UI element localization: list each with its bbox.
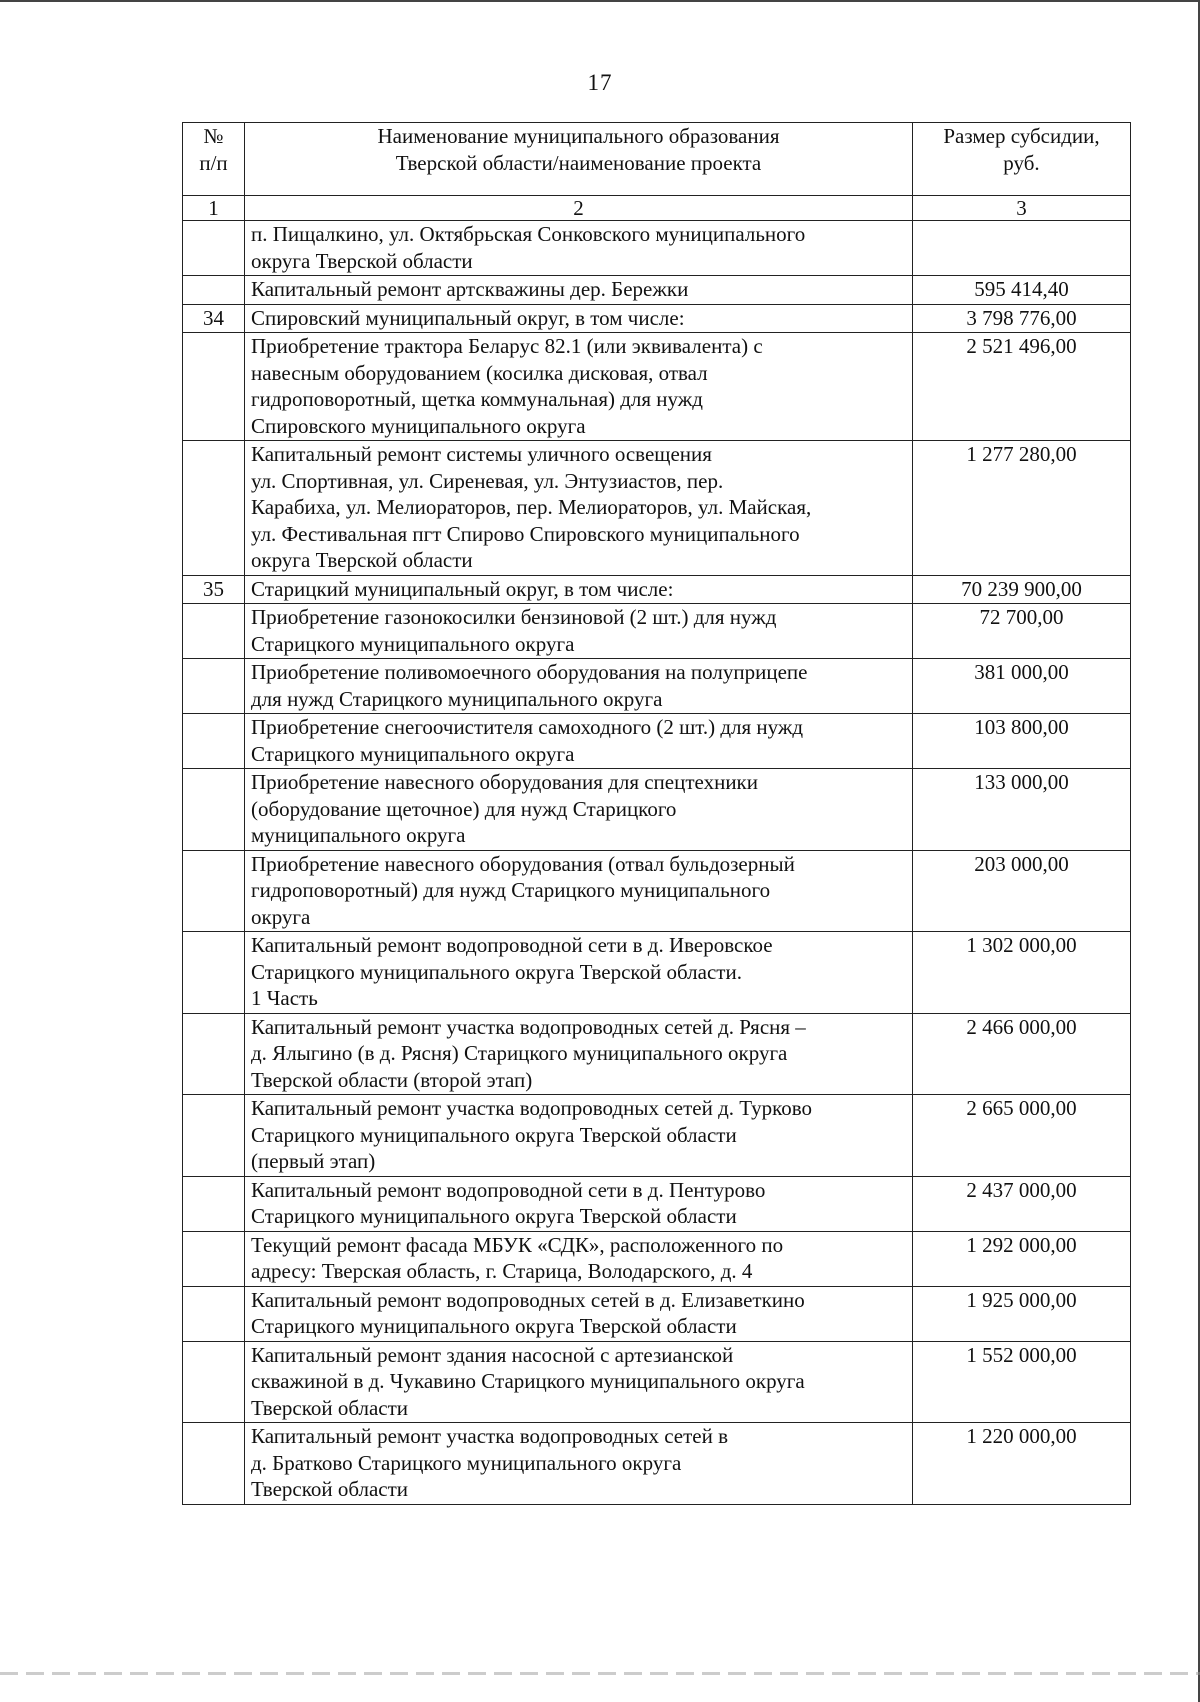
table-row [183,221,1131,276]
row-number [183,276,245,305]
header-number [183,123,245,196]
table-row [183,1013,1131,1095]
row-name: Капитальный ремонт участка водопроводных сетей д. Рясня – д. Ялыгино (в д. Рясня) Старицкого муниципального округа Тверской области (второй этап) [245,1013,913,1095]
row-amount: 1 220 000,00 [913,1423,1131,1505]
table-row [183,714,1131,769]
row-amount: 2 521 496,00 [913,333,1131,441]
page-number: 17 [587,70,613,95]
row-amount: 2 665 000,00 [913,1095,1131,1177]
row-number: 35 [183,575,245,604]
row-name: Старицкий муниципальный округ, в том числе: [245,575,913,604]
row-amount: 72 700,00 [913,604,1131,659]
table-header-row [183,123,1131,196]
table-row [183,659,1131,714]
row-amount: 203 000,00 [913,850,1131,932]
header-name [245,123,913,196]
table-row [183,1231,1131,1286]
row-name: Приобретение навесного оборудования для спецтехники (оборудование щеточное) для нужд Старицкого муниципального округа [245,769,913,851]
row-number [183,714,245,769]
row-name: Капитальный ремонт водопроводной сети в д. Пентурово Старицкого муниципального округа Тверской области [245,1176,913,1231]
row-name: Приобретение трактора Беларус 82.1 (или эквивалента) с навесным оборудованием (косилка дисковая, отвал гидроповоротный, щетка коммунальная) для нужд Спировского муниципального округа [245,333,913,441]
table-row [183,575,1131,604]
row-name: Приобретение снегоочистителя самоходного (2 шт.) для нужд Старицкого муниципального округа [245,714,913,769]
table-row [183,304,1131,333]
row-amount: 1 552 000,00 [913,1341,1131,1423]
row-name: Капитальный ремонт здания насосной с артезианской скважиной в д. Чукавино Старицкого муниципального округа Тверской области [245,1341,913,1423]
row-amount: 3 798 776,00 [913,304,1131,333]
row-amount: 70 239 900,00 [913,575,1131,604]
header-amount [913,123,1131,196]
column-number-3: 3 [913,196,1131,221]
row-name: Текущий ремонт фасада МБУК «СДК», расположенного по адресу: Тверская область, г. Старица, Володарского, д. 4 [245,1231,913,1286]
row-name: Капитальный ремонт участка водопроводных сетей д. Турково Старицкого муниципального округа Тверской области (первый этап) [245,1095,913,1177]
row-amount: 1 302 000,00 [913,932,1131,1014]
row-name: Приобретение поливомоечного оборудования на полуприцепе для нужд Старицкого муниципального округа [245,659,913,714]
row-number [183,441,245,576]
column-number-row [183,196,1131,221]
row-amount [913,221,1131,276]
column-number-2: 2 [245,196,913,221]
header-name-text: Наименование муниципального образования Тверской области/наименование проекта [377,124,780,175]
row-number [183,850,245,932]
row-name: Капитальный ремонт системы уличного освещения ул. Спортивная, ул. Сиреневая, ул. Энтузиастов, пер. Карабиха, ул. Мелиораторов, пер. Мелиораторов, ул. Майская, ул. Фестивальная пгт Спирово Спировского муниципального округа Тверской области [245,441,913,576]
header-number-text: № п/п [199,124,228,175]
row-amount: 381 000,00 [913,659,1131,714]
row-name: Капитальный ремонт водопроводных сетей в д. Елизаветкино Старицкого муниципального округа Тверской области [245,1286,913,1341]
table-row [183,850,1131,932]
row-number [183,333,245,441]
row-amount: 1 925 000,00 [913,1286,1131,1341]
row-number [183,221,245,276]
row-number [183,1095,245,1177]
row-name: Капитальный ремонт участка водопроводных сетей в д. Братково Старицкого муниципального округа Тверской области [245,1423,913,1505]
row-name: Приобретение навесного оборудования (отвал бульдозерный гидроповоротный) для нужд Старицкого муниципального округа [245,850,913,932]
row-number [183,1176,245,1231]
row-number: 34 [183,304,245,333]
row-amount: 103 800,00 [913,714,1131,769]
row-number [183,1341,245,1423]
table-row [183,932,1131,1014]
row-amount: 595 414,40 [913,276,1131,305]
table-row [183,1095,1131,1177]
row-name: Приобретение газонокосилки бензиновой (2 шт.) для нужд Старицкого муниципального округа [245,604,913,659]
subsidy-table [182,122,1131,1505]
row-name: Спировский муниципальный округ, в том числе: [245,304,913,333]
table-row [183,1286,1131,1341]
table-row [183,1341,1131,1423]
table-row [183,604,1131,659]
row-number [183,769,245,851]
row-amount: 2 466 000,00 [913,1013,1131,1095]
row-number [183,604,245,659]
column-number-1: 1 [183,196,245,221]
row-number [183,1231,245,1286]
header-amount-text: Размер субсидии, руб. [943,124,1100,175]
table-row [183,441,1131,576]
row-amount: 1 277 280,00 [913,441,1131,576]
table-row [183,1423,1131,1505]
row-number [183,1013,245,1095]
table-row [183,333,1131,441]
scan-footer-artifact [0,1672,1200,1675]
table-row [183,1176,1131,1231]
row-amount: 2 437 000,00 [913,1176,1131,1231]
page-top-edge [0,0,1200,2]
row-name: Капитальный ремонт артскважины дер. Бережки [245,276,913,305]
row-number [183,659,245,714]
table-row [183,276,1131,305]
row-number [183,932,245,1014]
table-row [183,769,1131,851]
row-name: п. Пищалкино, ул. Октябрьская Сонковского муниципального округа Тверской области [245,221,913,276]
row-number [183,1286,245,1341]
row-amount: 1 292 000,00 [913,1231,1131,1286]
row-number [183,1423,245,1505]
row-name: Капитальный ремонт водопроводной сети в д. Иверовское Старицкого муниципального округа Тверской области. 1 Часть [245,932,913,1014]
row-amount: 133 000,00 [913,769,1131,851]
